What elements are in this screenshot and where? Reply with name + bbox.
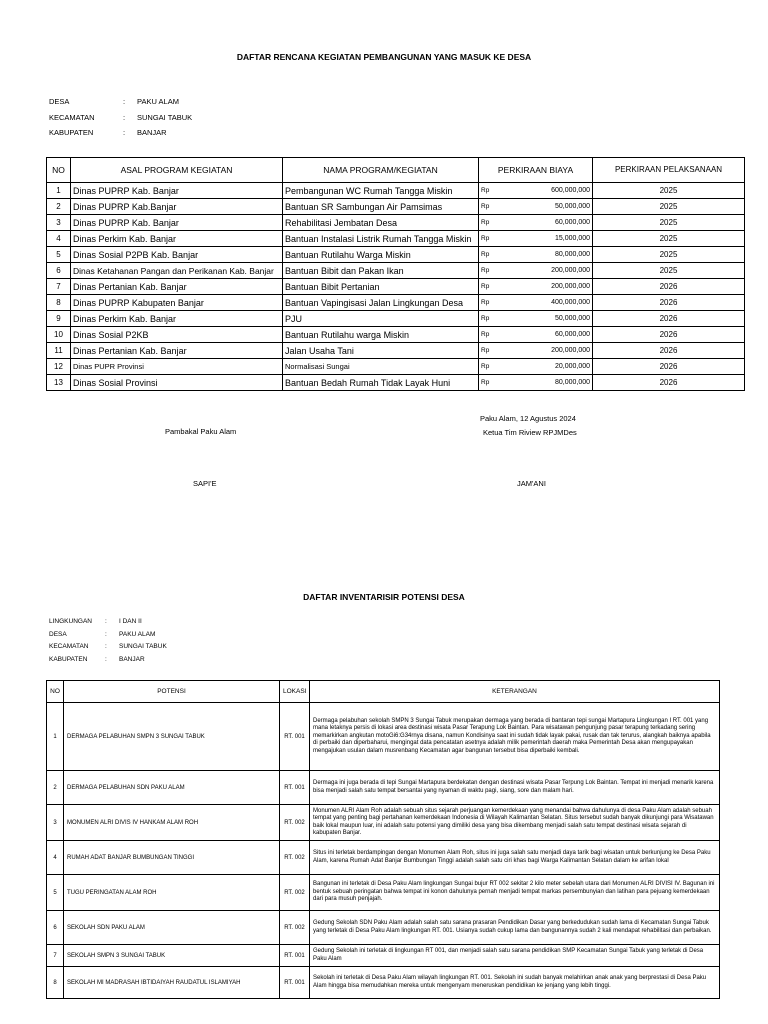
row-nama: Bantuan SR Sambungan Air Pamsimas <box>283 199 479 215</box>
sign-right-title: Ketua Tim Riview RPJMDes <box>483 428 577 437</box>
row-year: 2026 <box>593 327 745 343</box>
sign-left-name: SAPI'E <box>193 479 217 488</box>
row-no: 13 <box>47 375 71 391</box>
row-nama: Bantuan Vapingisasi Jalan Lingkungan Desa <box>283 295 479 311</box>
info-row: DESA : PAKU ALAM <box>49 630 167 641</box>
row-currency: Rp <box>479 215 497 231</box>
row-asal: Dinas Pertanian Kab. Banjar <box>71 279 283 295</box>
row-keterangan: Gedung Sekolah SDN Paku Alam adalah salah satu sarana prasaran Pendidikan Dasar yang berkedudukan sudah lama di Kecamatan Sungai Tabuk yang terletak di Desa Paku Alam lingkungan RT. 001. Usianya sudah cukup lama dan bangunannya sudah 2 kali mendapat rehabilitasi dan perbaikan. <box>310 911 720 945</box>
info-label: DESA <box>49 630 67 638</box>
row-no: 7 <box>47 945 64 967</box>
info-label: LINGKUNGAN <box>49 618 92 625</box>
row-asal: Dinas PUPRP Kab. Banjar <box>71 183 283 199</box>
row-potensi: RUMAH ADAT BANJAR BUMBUNGAN TINGGI <box>64 841 280 875</box>
table-header-row <box>47 158 745 183</box>
row-currency: Rp <box>479 295 497 311</box>
row-amount: 600,000,000 <box>497 183 593 199</box>
row-lokasi: RT. 001 <box>280 945 310 967</box>
table-row <box>47 945 720 967</box>
header-asal: ASAL PROGRAM KEGIATAN <box>71 158 283 183</box>
sign-left-title: Pambakal Paku Alam <box>165 427 237 436</box>
row-nama: PJU <box>283 311 479 327</box>
header-biaya: PERKIRAAN BIAYA <box>479 158 593 183</box>
header-nama: NAMA PROGRAM/KEGIATAN <box>283 158 479 183</box>
row-no: 3 <box>47 215 71 231</box>
row-asal: Dinas Ketahanan Pangan dan Perikanan Kab. Banjar <box>71 263 283 279</box>
row-potensi: SEKOLAH SMPN 3 SUNGAI TABUK <box>64 945 280 967</box>
row-no: 3 <box>47 805 64 841</box>
info-row: KECAMATAN : SUNGAI TABUK <box>49 642 167 653</box>
row-amount: 80,000,000 <box>497 247 593 263</box>
row-potensi: SEKOLAH SDN PAKU ALAM <box>64 911 280 945</box>
row-year: 2026 <box>593 375 745 391</box>
info-label: DESA <box>49 97 70 106</box>
table-row <box>47 327 745 343</box>
info-label: KABUPATEN <box>49 655 88 663</box>
row-no: 12 <box>47 359 71 375</box>
row-nama: Bantuan Rutilahu Warga Miskin <box>283 247 479 263</box>
row-nama: Normalisasi Sungai <box>283 359 479 375</box>
row-keterangan: Sekolah ini terletak di Desa Paku Alam wilayah lingkungan RT. 001. Sekolah ini sudah banyak melahirkan anak anak yang berprestasi di Desa Paku Alam hingga bisa memudahkan mereka untuk mengenyam meneruskan pendidikan ke jenjang yang lebih tinggi. <box>310 967 720 999</box>
row-currency: Rp <box>479 247 497 263</box>
row-nama: Bantuan Rutilahu warga Miskin <box>283 327 479 343</box>
row-year: 2025 <box>593 199 745 215</box>
table-row <box>47 805 720 841</box>
row-asal: Dinas Perkim Kab. Banjar <box>71 231 283 247</box>
info-row: KECAMATAN : SUNGAI TABUK <box>49 111 192 125</box>
doc1-info <box>47 93 194 142</box>
row-amount: 50,000,000 <box>497 199 593 215</box>
info-value: SUNGAI TABUK <box>137 112 193 122</box>
row-keterangan: Gedung Sekolah ini terletak di lingkungan RT 001, dan menjadi salah satu sarana pendidikan SMP Kecamatan Sungai Tabuk yang terletak di Desa Paku Alam <box>310 945 720 967</box>
row-keterangan: Dermaga ini juga berada di tepi Sungai Martapura berdekatan dengan destinasi wisata Pasar Terpung Lok Baintan. Tempat ini menjadi menarik karena bisa menjadi salah satu tempat bersantai yang nyaman di waktu pagi, siang, sore dan malam hari. <box>310 771 720 805</box>
row-amount: 80,000,000 <box>497 375 593 391</box>
row-potensi: MONUMEN ALRI DIVIS IV HANKAM ALAM ROH <box>64 805 280 841</box>
row-no: 11 <box>47 343 71 359</box>
row-nama: Bantuan Instalasi Listrik Rumah Tangga Miskin <box>283 231 479 247</box>
row-amount: 60,000,000 <box>497 327 593 343</box>
row-amount: 15,000,000 <box>497 231 593 247</box>
table-row <box>47 199 745 215</box>
row-lokasi: RT. 002 <box>280 875 310 911</box>
table-row <box>47 295 745 311</box>
row-no: 10 <box>47 327 71 343</box>
table-header-row <box>47 681 720 703</box>
row-asal: Dinas Sosial Provinsi <box>71 375 283 391</box>
row-year: 2025 <box>593 183 745 199</box>
row-amount: 200,000,000 <box>497 279 593 295</box>
row-no: 1 <box>47 703 64 771</box>
row-no: 9 <box>47 311 71 327</box>
table-row <box>47 183 745 199</box>
info-label: KABUPATEN <box>49 128 94 137</box>
row-year: 2026 <box>593 311 745 327</box>
row-amount: 200,000,000 <box>497 263 593 279</box>
row-lokasi: RT. 001 <box>280 967 310 999</box>
info-row: LINGKUNGAN : I DAN II <box>49 617 167 628</box>
row-currency: Rp <box>479 359 497 375</box>
row-year: 2026 <box>593 359 745 375</box>
row-nama: Bantuan Bibit Pertanian <box>283 279 479 295</box>
row-asal: Dinas PUPRP Kabupaten Banjar <box>71 295 283 311</box>
table-row <box>47 375 745 391</box>
row-lokasi: RT. 001 <box>280 703 310 771</box>
sign-right-name: JAM'ANI <box>517 479 546 488</box>
row-nama: Bantuan Bibit dan Pakan Ikan <box>283 263 479 279</box>
row-currency: Rp <box>479 311 497 327</box>
row-lokasi: RT. 002 <box>280 841 310 875</box>
row-amount: 20,000,000 <box>497 359 593 375</box>
info-row: KABUPATEN : BANJAR <box>49 126 192 140</box>
row-potensi: SEKOLAH MI MADRASAH IBTIDAIYAH RAUDATUL ISLAMIYAH <box>64 967 280 999</box>
table-row <box>47 343 745 359</box>
row-no: 6 <box>47 263 71 279</box>
row-asal: Dinas Sosial P2KB <box>71 327 283 343</box>
table-row <box>47 247 745 263</box>
row-potensi: DERMAGA PELABUHAN SMPN 3 SUNGAI TABUK <box>64 703 280 771</box>
row-potensi: DERMAGA PELABUHAN SDN PAKU ALAM <box>64 771 280 805</box>
table-row <box>47 311 745 327</box>
row-lokasi: RT. 002 <box>280 805 310 841</box>
table-row <box>47 263 745 279</box>
row-year: 2026 <box>593 279 745 295</box>
row-asal: Dinas PUPR Provinsi <box>71 359 283 375</box>
row-currency: Rp <box>479 263 497 279</box>
row-asal: Dinas PUPRP Kab.Banjar <box>71 199 283 215</box>
info-label: KECAMATAN <box>49 643 89 650</box>
table-row <box>47 703 720 771</box>
row-no: 2 <box>47 771 64 805</box>
info-value: BANJAR <box>119 655 145 663</box>
table-row <box>47 215 745 231</box>
row-keterangan: Bangunan ini terletak di Desa Paku Alam lingkungan Sungai bujur RT 002 sekitar 2 kilo meter sebelah utara dari Monumen ALRI DIVISI IV. Bagunan ini bentuk sebuah peringatan bahwa tempat ini konon dahulunya pernah menjadi tempat markas persembunyian dan latihan para pejuang kemerdekaan dari para musuh penjajah. <box>310 875 720 911</box>
place-date: Paku Alam, 12 Agustus 2024 <box>480 414 576 423</box>
row-no: 4 <box>47 231 71 247</box>
row-year: 2025 <box>593 231 745 247</box>
row-no: 8 <box>47 967 64 999</box>
row-asal: Dinas PUPRP Kab. Banjar <box>71 215 283 231</box>
table-row <box>47 771 720 805</box>
row-currency: Rp <box>479 199 497 215</box>
header-lokasi: LOKASI <box>280 681 310 703</box>
row-currency: Rp <box>479 183 497 199</box>
row-no: 7 <box>47 279 71 295</box>
doc1-title: DAFTAR RENCANA KEGIATAN PEMBANGUNAN YANG MASUK KE DESA <box>236 52 532 62</box>
row-year: 2025 <box>593 247 745 263</box>
row-no: 1 <box>47 183 71 199</box>
header-keterangan: KETERANGAN <box>310 681 720 703</box>
row-currency: Rp <box>479 279 497 295</box>
info-row: KABUPATEN : BANJAR <box>49 655 167 666</box>
row-keterangan: Situs ini terletak berdampingan dengan Monumen Alam Roh, situs ini juga salah satu menjadi daya tarik bagi wisatan untuk berkunjung ke Desa Paku Alam, karena Rumah Adat Banjar Bumbungan Tinggi adalah salah satu ciri khas bagi Warga Kalimantan Selatan dalam ke arifan lokal <box>310 841 720 875</box>
row-asal: Dinas Sosial P2PB Kab. Banjar <box>71 247 283 263</box>
table-row <box>47 359 745 375</box>
row-no: 4 <box>47 841 64 875</box>
table-row <box>47 231 745 247</box>
row-amount: 50,000,000 <box>497 311 593 327</box>
header-pelaksanaan: PERKIRAAN PELAKSANAAN <box>593 158 745 183</box>
row-amount: 400,000,000 <box>497 295 593 311</box>
row-lokasi: RT. 002 <box>280 911 310 945</box>
doc2-title: DAFTAR INVENTARISIR POTENSI DESA <box>303 592 465 602</box>
info-value: SUNGAI TABUK <box>119 643 167 650</box>
table-row <box>47 967 720 999</box>
header-potensi: POTENSI <box>64 681 280 703</box>
row-currency: Rp <box>479 343 497 359</box>
row-asal: Dinas Perkim Kab. Banjar <box>71 311 283 327</box>
table-row <box>47 279 745 295</box>
row-amount: 60,000,000 <box>497 215 593 231</box>
row-currency: Rp <box>479 231 497 247</box>
row-year: 2025 <box>593 215 745 231</box>
table-row <box>47 841 720 875</box>
row-no: 2 <box>47 199 71 215</box>
row-year: 2026 <box>593 343 745 359</box>
info-row: DESA : PAKU ALAM <box>49 95 192 109</box>
row-nama: Bantuan Bedah Rumah Tidak Layak Huni <box>283 375 479 391</box>
row-amount: 200,000,000 <box>497 343 593 359</box>
row-no: 5 <box>47 875 64 911</box>
row-year: 2026 <box>593 295 745 311</box>
info-value: PAKU ALAM <box>137 97 179 106</box>
row-nama: Pembangunan WC Rumah Tangga Miskin <box>283 183 479 199</box>
doc2-info <box>47 615 169 667</box>
row-asal: Dinas Pertanian Kab. Banjar <box>71 343 283 359</box>
row-currency: Rp <box>479 375 497 391</box>
row-no: 6 <box>47 911 64 945</box>
row-nama: Rehabilitasi Jembatan Desa <box>283 215 479 231</box>
row-keterangan: Dermaga pelabuhan sekolah SMPN 3 Sungai Tabuk merupakan dermaga yang berada di bantaran tepi sungai Martapura Lingkungan I RT. 001 yang mana letaknya persis di lokasi area destinasi wisata Pasar Terapung Lok Baintan. Para wisatawan pengunjung pasar terapung terkadang sering memarkirkan angkutan motoGi6:G34rnya disana, namun Kondisinya saat ini sudah tidak layak pakai, rusak dan tak terurus, alangkah baiknya apabila di perbaiki dan diperbaharui, mengingat data pencatatan asetnya adalah milik pemerintah daerah maka Pemerintah Desa akan mengupayakan mengajukan usulan dalam musrenbang Kecamatan agar bangunan tersebut bisa diperbaiki kembali. <box>310 703 720 771</box>
row-nama: Jalan Usaha Tani <box>283 343 479 359</box>
potensi-table <box>46 680 720 999</box>
row-lokasi: RT. 001 <box>280 771 310 805</box>
row-currency: Rp <box>479 327 497 343</box>
info-label: KECAMATAN <box>49 112 95 122</box>
row-keterangan: Monumen ALRI Alam Roh adalah sebuah situs sejarah perjuangan kemerdekaan yang menandai bahwa dahulunya di desa Paku Alam adalah sebuah tempat yang penting bagi pertahanan kemerdekaan Indonesia di Wilayah Kalimantan Selatan. Situs tersebut sudah banyak dikunjungi para Wisatawan baik lokal maupun luar, ini adalah satu potensi yang dimiliki desa yang bisa dikembang menjadi salah satu tempat destinasi wisata sejarah di kabupaten Banjar. <box>310 805 720 841</box>
info-value: I DAN II <box>119 618 142 625</box>
row-no: 8 <box>47 295 71 311</box>
row-potensi: TUGU PERINGATAN ALAM ROH <box>64 875 280 911</box>
info-value: BANJAR <box>137 128 167 137</box>
header-no: NO <box>47 158 71 183</box>
header-no: NO <box>47 681 64 703</box>
table-row <box>47 875 720 911</box>
row-no: 5 <box>47 247 71 263</box>
row-year: 2025 <box>593 263 745 279</box>
program-table <box>46 157 745 391</box>
table-row <box>47 911 720 945</box>
info-value: PAKU ALAM <box>119 630 156 638</box>
